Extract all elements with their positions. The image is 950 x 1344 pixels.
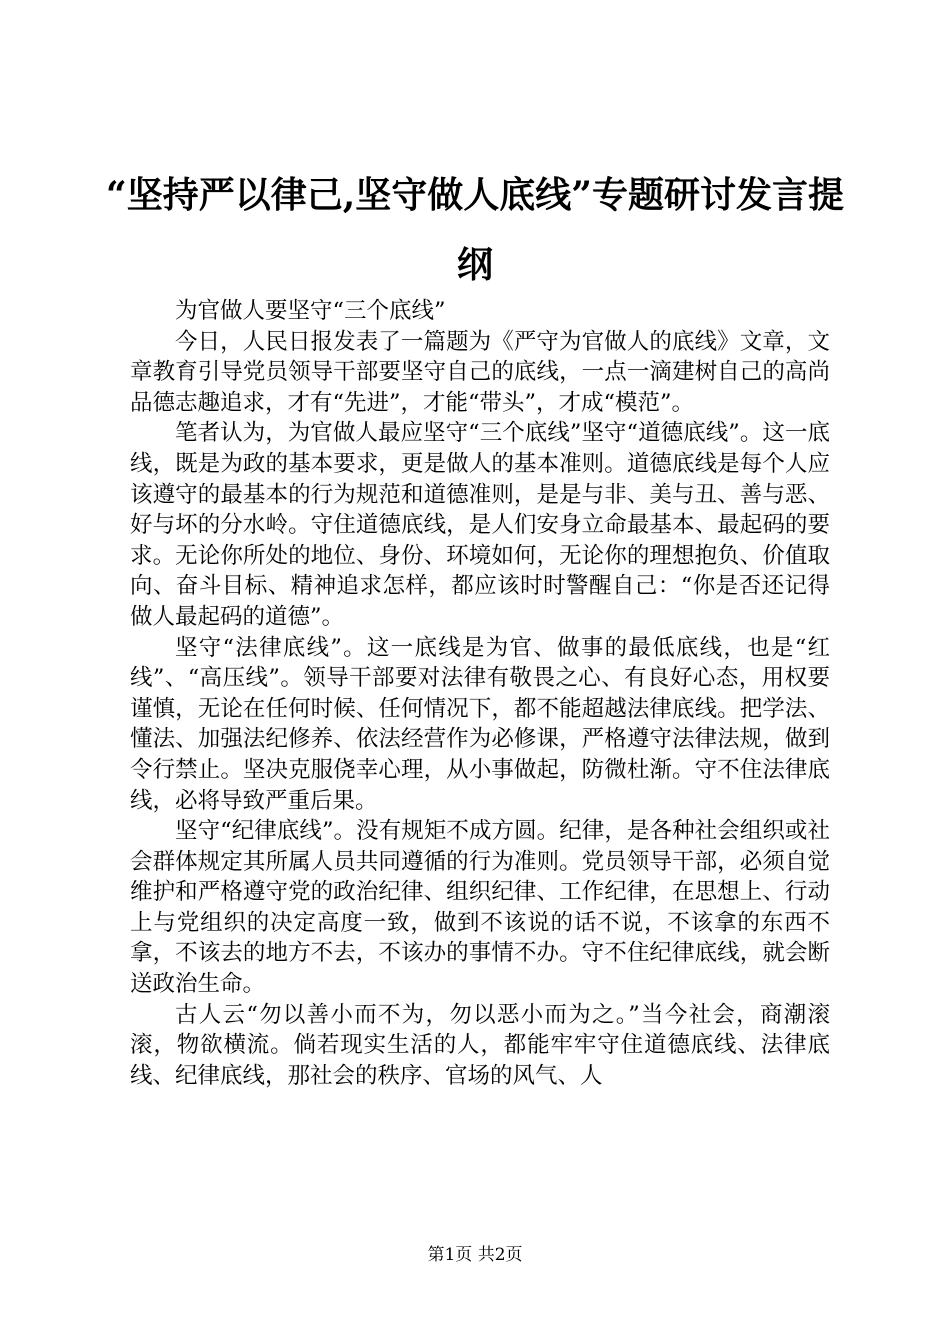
page-footer: 第1页 共2页	[427, 1245, 523, 1265]
paragraph-legal-bottom-line: 坚守“法律底线”。这一底线是为官、做事的最低底线，也是“红线”、“高压线”。领导干部要对法律有敬畏之心、有良好心态，用权要谨慎，无论在任何时候、任何情况下，都不能超越法律底线。把学法、懂法、加强法纪修养、依法经营作为必修课，严格遵守法律法规，做到令行禁止。坚决克服侥幸心理，从小事做起，防微杜渐。守不住法律底线，必将导致严重后果。	[130, 634, 830, 814]
paragraph-conclusion: 古人云“勿以善小而不为，勿以恶小而为之。”当今社会，商潮滚滚，物欲横流。倘若现实生活的人，都能牢牢守住道德底线、法律底线、纪律底线，那社会的秩序、官场的风气、人	[130, 1001, 830, 1089]
document-body	[130, 296, 830, 1091]
paragraph-subtitle: 为官做人要坚守“三个底线”	[175, 298, 446, 324]
paragraph-discipline-bottom-line: 坚守“纪律底线”。没有规矩不成方圆。纪律，是各种社会组织或社会群体规定其所属人员共同遵循的行为准则。党员领导干部，必须自觉维护和严格遵守党的政治纪律、组织纪律、工作纪律，在思想上、行动上与党组织的决定高度一致，做到不该说的话不说，不该拿的东西不拿，不该去的地方不去，不该办的事情不办。守不住纪律底线，就会断送政治生命。	[130, 818, 830, 998]
paragraph-intro: 今日，人民日报发表了一篇题为《严守为官做人的底线》文章，文章教育引导党员领导干部要坚守自己的底线，一点一滴建树自己的高尚品德志趣追求，才有“先进”，才能“带头”，才成“模范”。	[130, 328, 830, 416]
document-title: “坚持严以律己,坚守做人底线”专题研讨发言提纲	[106, 174, 844, 286]
paragraph-moral-bottom-line: 笔者认为，为官做人最应坚守“三个底线”坚守“道德底线”。这一底线，既是为政的基本要求，更是做人的基本准则。道德底线是每个人应该遵守的最基本的行为规范和道德准则，是是与非、美与丑、善与恶、好与坏的分水岭。守住道德底线，是人们安身立命最基本、最起码的要求。无论你所处的地位、身份、环境如何，无论你的理想抱负、价值取向、奋斗目标、精神追求怎样，都应该时时警醒自己：“你是否还记得做人最起码的道德”。	[130, 420, 830, 630]
